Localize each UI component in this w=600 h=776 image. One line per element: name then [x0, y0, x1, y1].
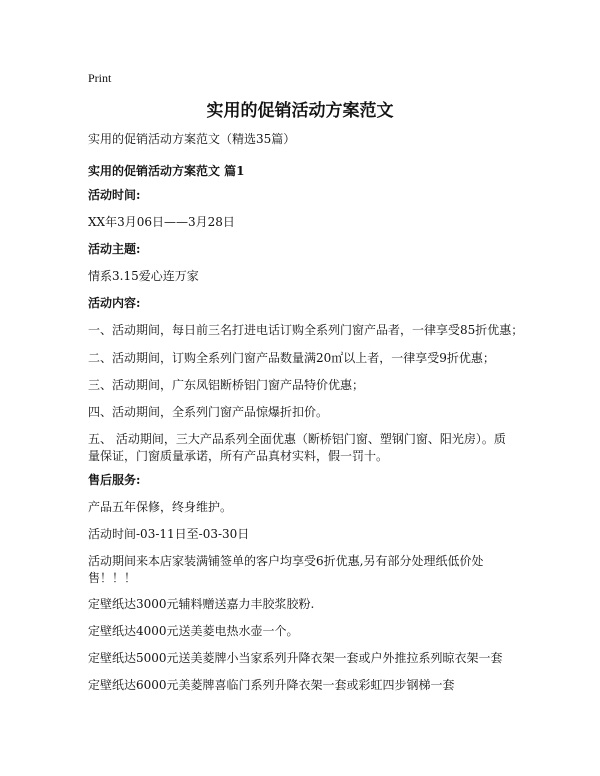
content-item: 一、活动期间，每日前三名打进电话订购全系列门窗产品者，一律享受85折优惠； — [88, 323, 524, 337]
gift-item: 定壁纸达5000元送美菱牌小当家系列升降衣架一套或户外推拉系列晾衣架一套 — [88, 651, 503, 665]
page-title: 实用的促销活动方案范文 — [206, 101, 394, 121]
content-item: 四、活动期间，全系列门窗产品惊爆折扣价。 — [88, 405, 329, 419]
activity-theme-label: 活动主题: — [88, 242, 141, 256]
after-sales-value: 产品五年保修，终身维护。 — [88, 500, 233, 514]
gift-item: 定壁纸达4000元送美菱电热水壶一个。 — [88, 624, 299, 638]
activity-time-label: 活动时间: — [88, 188, 141, 202]
event-time: 活动时间-03-11日至-03-30日 — [88, 527, 250, 541]
content-item: 五、 活动期间，三大产品系列全面优惠（断桥铝门窗、塑钢门窗、阳光房）。质量保证，门窗质量承诺，所有产品真材实料，假一罚十。 — [88, 432, 506, 463]
activity-content-label: 活动内容: — [88, 296, 141, 310]
activity-theme-value: 情系3.15爱心连万家 — [88, 269, 199, 283]
print-label: Print — [88, 71, 112, 85]
subtitle: 实用的促销活动方案范文（精选35篇） — [88, 132, 296, 146]
gift-item: 定壁纸达3000元辅料赠送嘉力丰胶浆胶粉. — [88, 597, 315, 611]
content-item: 二、活动期间，订购全系列门窗产品数量满20㎡以上者，一律享受9折优惠； — [88, 351, 495, 365]
content-item: 三、活动期间，广东凤铝断桥铝门窗产品特价优惠； — [88, 378, 365, 392]
after-sales-label: 售后服务: — [88, 473, 141, 487]
promo-notice: 活动期间来本店家装满铺签单的客户均享受6折优惠,另有部分处理纸低价处售！！！ — [88, 554, 484, 585]
section-heading: 实用的促销活动方案范文 篇1 — [88, 164, 245, 178]
activity-time-value: XX年3月06日——3月28日 — [88, 215, 235, 229]
gift-item: 定壁纸达6000元美菱牌喜临门系列升降衣架一套或彩虹四步钢梯一套 — [88, 678, 455, 692]
